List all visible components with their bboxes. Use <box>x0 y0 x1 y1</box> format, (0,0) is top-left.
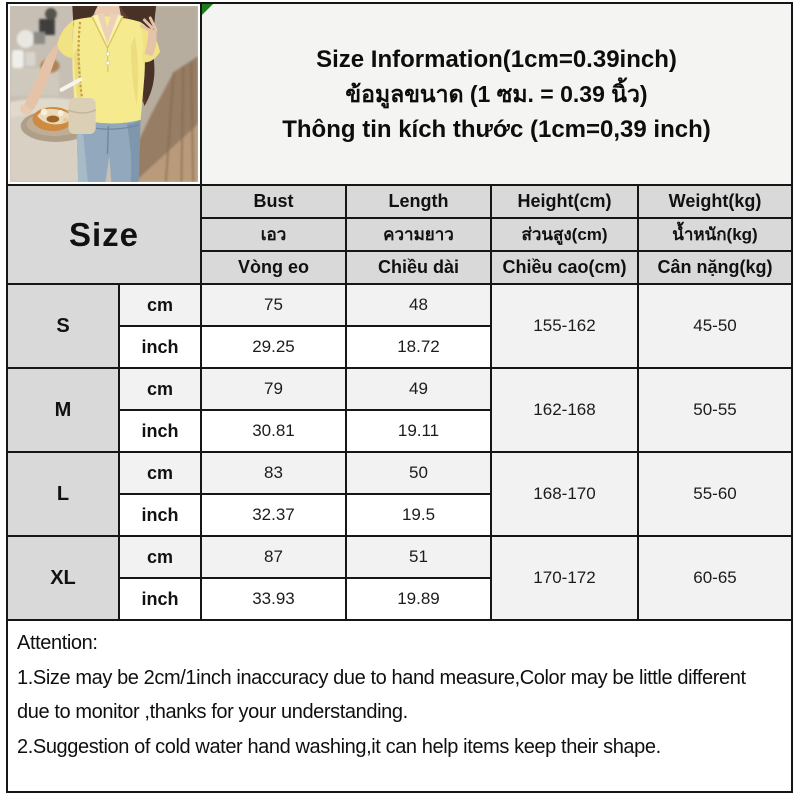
attention-heading: Attention: <box>17 632 98 654</box>
value-s-bust-cm: 75 <box>202 285 345 325</box>
value-l-length-cm: 50 <box>347 453 490 493</box>
col-header-length-th: ความยาว <box>347 219 490 250</box>
attention-note-2: 2.Suggestion of cold water hand washing,it can help items keep their shape. <box>17 735 661 758</box>
col-header-weight-vi: Cân nặng(kg) <box>639 252 791 283</box>
size-label-l: L <box>8 453 118 535</box>
unit-label-cm: cm <box>120 453 200 493</box>
col-header-length-en: Length <box>347 186 490 217</box>
attention-section <box>8 621 791 791</box>
value-xl-bust-cm: 87 <box>202 537 345 577</box>
col-header-weight-en: Weight(kg) <box>639 186 791 217</box>
value-m-length-inch: 19.11 <box>347 411 490 451</box>
size-chart-table <box>6 2 793 793</box>
size-label-xl: XL <box>8 537 118 619</box>
value-m-bust-cm: 79 <box>202 369 345 409</box>
unit-label-inch: inch <box>120 579 200 619</box>
col-header-weight-th: น้ำหนัก(kg) <box>639 219 791 250</box>
title-english: Size Information(1cm=0.39inch) <box>316 45 677 73</box>
col-header-bust-vi: Vòng eo <box>202 252 345 283</box>
unit-label-cm: cm <box>120 285 200 325</box>
value-m-weight: 50-55 <box>639 369 791 451</box>
value-m-bust-inch: 30.81 <box>202 411 345 451</box>
product-photo-illustration <box>10 6 198 182</box>
unit-label-cm: cm <box>120 537 200 577</box>
unit-label-inch: inch <box>120 495 200 535</box>
attention-note-1: 1.Size may be 2cm/1inch inaccuracy due to hand measure,Color may be little different due to monitor ,thanks for your understanding. <box>17 666 746 723</box>
value-s-bust-inch: 29.25 <box>202 327 345 367</box>
green-corner-marker <box>202 4 213 15</box>
title-thai: ข้อมูลขนาด (1 ซม. = 0.39 นิ้ว) <box>345 80 648 107</box>
size-header-cell: Size <box>8 186 200 283</box>
col-header-height-vi: Chiều cao(cm) <box>492 252 637 283</box>
product-photo <box>8 4 200 184</box>
value-l-bust-cm: 83 <box>202 453 345 493</box>
unit-label-inch: inch <box>120 411 200 451</box>
col-header-height-th: ส่วนสูง(cm) <box>492 219 637 250</box>
value-m-height: 162-168 <box>492 369 637 451</box>
value-l-weight: 55-60 <box>639 453 791 535</box>
value-m-length-cm: 49 <box>347 369 490 409</box>
unit-label-inch: inch <box>120 327 200 367</box>
value-l-height: 168-170 <box>492 453 637 535</box>
value-s-length-cm: 48 <box>347 285 490 325</box>
value-xl-length-cm: 51 <box>347 537 490 577</box>
value-s-weight: 45-50 <box>639 285 791 367</box>
value-xl-bust-inch: 33.93 <box>202 579 345 619</box>
col-header-height-en: Height(cm) <box>492 186 637 217</box>
value-xl-height: 170-172 <box>492 537 637 619</box>
value-l-length-inch: 19.5 <box>347 495 490 535</box>
col-header-bust-en: Bust <box>202 186 345 217</box>
col-header-bust-th: เอว <box>202 219 345 250</box>
value-s-height: 155-162 <box>492 285 637 367</box>
value-xl-weight: 60-65 <box>639 537 791 619</box>
value-l-bust-inch: 32.37 <box>202 495 345 535</box>
value-xl-length-inch: 19.89 <box>347 579 490 619</box>
size-label-m: M <box>8 369 118 451</box>
size-label-s: S <box>8 285 118 367</box>
col-header-length-vi: Chiều dài <box>347 252 490 283</box>
title-cell <box>202 4 791 184</box>
value-s-length-inch: 18.72 <box>347 327 490 367</box>
title-vietnamese: Thông tin kích thước (1cm=0,39 inch) <box>282 115 711 143</box>
unit-label-cm: cm <box>120 369 200 409</box>
